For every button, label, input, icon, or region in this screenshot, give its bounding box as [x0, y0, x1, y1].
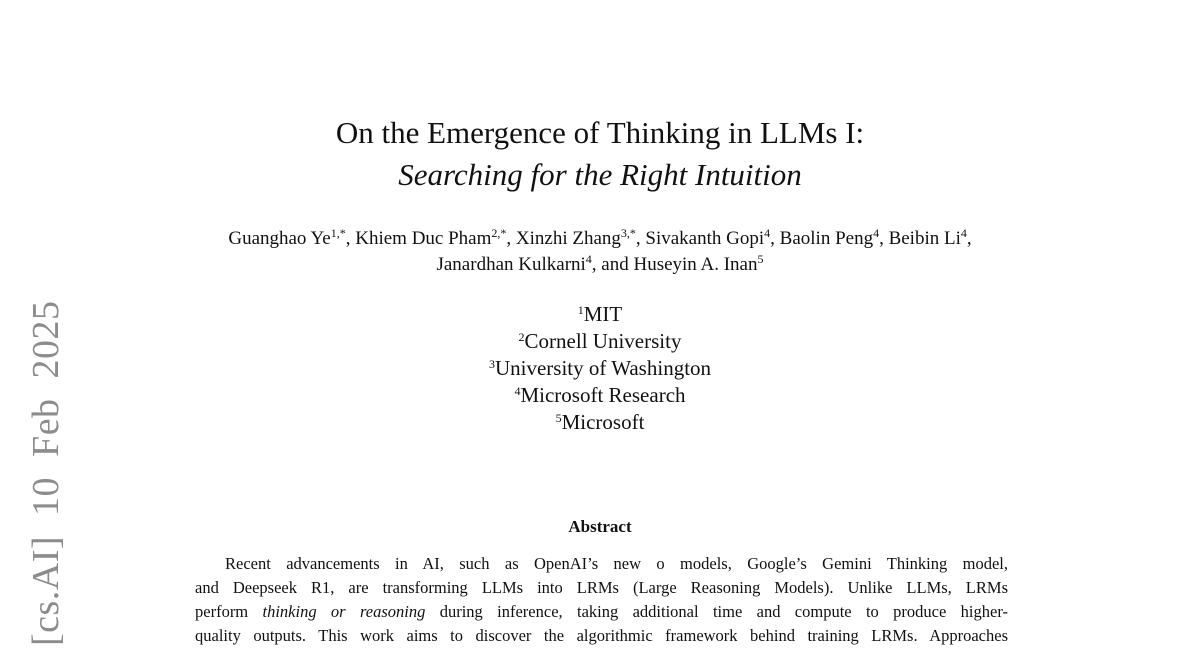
author-affil-mark: 5	[757, 252, 764, 266]
author-name: Huseyin A. Inan	[633, 254, 758, 275]
author-affil-mark: 4	[764, 226, 771, 240]
author-separator: ,	[635, 228, 646, 249]
author-separator: ,	[770, 228, 780, 249]
author-affil-mark: 4	[585, 252, 592, 266]
author-affil-mark: 4	[873, 226, 880, 240]
title-main: On the Emergence of Thinking in LLMs I:	[335, 115, 865, 150]
title-subtitle: Searching for the Right Intuition	[398, 157, 802, 192]
affiliation-item	[0, 355, 1200, 382]
affil-mark: 1	[577, 303, 584, 317]
abstract-text: perform	[195, 602, 263, 621]
arxiv-side-stamp: [cs.AI] 10 Feb 2025	[25, 300, 67, 646]
author-affil-mark: 3,*	[620, 226, 636, 240]
affil-name: MIT	[583, 302, 623, 326]
abstract-text: during inference, taking additional time and compute to produce higher-	[425, 602, 1008, 621]
affil-mark: 4	[514, 384, 521, 398]
affil-mark: 2	[518, 330, 525, 344]
author-name: Guanghao Ye	[228, 228, 331, 249]
abstract-line: quality outputs. This work aims to discover the algorithmic framework behind training LRMs. Approaches	[195, 626, 1008, 645]
affil-name: Cornell University	[524, 329, 682, 353]
author-name: Xinzhi Zhang	[515, 228, 621, 249]
author-name: Khiem Duc Pham	[355, 228, 492, 249]
author-name: Janardhan Kulkarni	[436, 254, 586, 275]
author-affil-mark: 4	[960, 226, 967, 240]
affil-mark: 5	[555, 411, 562, 425]
abstract-body	[195, 552, 1008, 648]
abstract-heading: Abstract	[568, 517, 632, 536]
author-list	[0, 226, 1200, 278]
abstract-emphasis: thinking or reasoning	[262, 602, 426, 621]
author-separator: ,	[879, 228, 889, 249]
author-name: Sivakanth Gopi	[645, 228, 765, 249]
author-name: Baolin Peng	[779, 228, 874, 249]
affil-mark: 3	[488, 357, 495, 371]
author-separator: ,	[966, 228, 972, 249]
affiliation-item	[0, 382, 1200, 409]
author-affil-mark: 1,*	[330, 226, 346, 240]
author-separator: ,	[506, 228, 516, 249]
author-affil-mark: 2,*	[491, 226, 507, 240]
paper-title	[0, 112, 1200, 196]
affiliation-item	[0, 328, 1200, 355]
affil-name: University of Washington	[494, 356, 712, 380]
abstract-line: and Deepseek R1, are transforming LLMs into LRMs (Large Reasoning Models). Unlike LLMs, LRMs	[195, 578, 1008, 597]
affil-name: Microsoft	[561, 410, 645, 434]
affiliation-item	[0, 409, 1200, 436]
author-separator: ,	[345, 228, 356, 249]
abstract-line: Recent advancements in AI, such as OpenAI’s new o models, Google’s Gemini Thinking model,	[225, 554, 1008, 573]
affiliation-list	[0, 301, 1200, 436]
affiliation-item	[0, 301, 1200, 328]
affil-name: Microsoft Research	[520, 383, 686, 407]
author-name: Beibin Li	[888, 228, 961, 249]
abstract-line	[195, 600, 1008, 624]
author-separator: , and	[591, 254, 634, 275]
